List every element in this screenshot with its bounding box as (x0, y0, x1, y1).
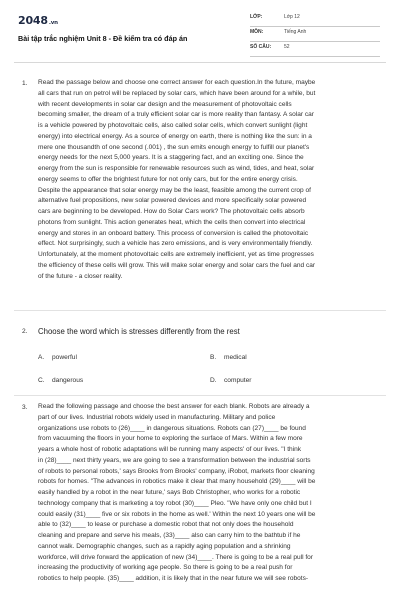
question-number: 3. (22, 404, 28, 411)
question-number: 1. (22, 80, 28, 87)
passage-line: cannot walk. Demographic changes, such as a rapidly aging population and a shrinking (38, 542, 291, 550)
question-3-passage (38, 402, 384, 585)
option-c[interactable] (38, 377, 83, 384)
question-divider (14, 395, 386, 396)
passage-line: robots for homes. "The advances in robotics make it clear that many household (29)____ will be (38, 478, 316, 486)
option-b[interactable] (210, 354, 247, 361)
passage-line: becoming smaller, the dream of a truly efficient solar car is more reality than fantasy. A solar car (38, 111, 314, 119)
option-a[interactable] (38, 354, 77, 361)
site-logo[interactable] (18, 14, 58, 27)
passage-line: of robots to personal robots,' says Brooks from Brooks' company, iRobot, markets floor cleaning (38, 467, 315, 475)
passage-line: cars are beginning to be developed. How do Solar Cars work? The photovoltaic cells absorb (38, 208, 305, 215)
meta-count-value: 52 (284, 44, 290, 50)
document-meta (250, 12, 380, 57)
passage-line: increasing the productivity of working age people. So there is going to be a real push for (38, 564, 293, 572)
passage-line: mere one thousandth of one second (.001) , the sun emits enough energy to fulfill our planet's (38, 143, 310, 151)
passage-line: robotics to help people. (35)____ addition, it is likely that in the near future we will see robots- (38, 575, 309, 582)
passage-line: energy) into electrical energy. As a source of energy on earth, there is nothing like the sun: in a (38, 132, 312, 140)
passage-line: with recent developments in solar car design and the measurement of photovoltaic cells (38, 100, 292, 108)
meta-class-label: LỚP: (250, 14, 263, 20)
option-text: powerful (52, 354, 77, 361)
meta-subject-label: MÔN: (250, 29, 264, 35)
question-2-prompt: Choose the word which is stresses differently from the rest (38, 327, 240, 336)
option-d[interactable] (210, 377, 252, 384)
passage-line: the efficiency of these cells will grow. This will make solar energy and solar cars the fuel and car (38, 261, 316, 269)
logo-suffix: .vn (48, 20, 58, 26)
passage-line: could easily (31)____ five or six robots in the home as well.' Within the next 10 years one will be (38, 510, 316, 518)
passage-line: technology company that is marketing a toy robot (30)____ Pleo. "We have only one child but I (38, 499, 312, 507)
passage-line: of the future - a closer reality. (38, 272, 123, 280)
meta-subject (250, 27, 380, 42)
option-text: dangerous (52, 377, 84, 384)
option-letter: B. (210, 354, 217, 361)
passage-line: energy needs for the next 5,000 years. It is a staggering fact, and an exciting one. Since the (38, 154, 304, 162)
meta-question-count (250, 42, 380, 57)
passage-line: all cars that run on petrol will be replaced by solar cars, which have been around for a while, but (38, 89, 316, 97)
option-letter: C. (38, 377, 45, 384)
meta-class-value: Lớp 12 (284, 14, 300, 20)
passage-line: energy from the sun is responsible for renewable resources such as wind, tides, and heat, solar (38, 165, 315, 172)
header-divider (14, 62, 386, 63)
document-title: Bài tập trắc nghiệm Unit 8 - Đề kiểm tra có đáp án (18, 34, 188, 43)
meta-count-label: SỐ CÂU: (250, 44, 272, 50)
option-text: medical (224, 354, 247, 361)
question-divider (14, 310, 386, 311)
passage-line: energy and stores in an onboard battery. This process of conversion is called the photovoltaic (38, 229, 309, 237)
passage-line: part of our lives. Industrial robots widely used in manufacturing. Military and police (38, 413, 276, 421)
passage-line: Despite the appearance that solar energy may be the least, feasible among the current crop of (38, 186, 311, 194)
passage-line: from vacuuming the floors in your home to exploring the surface of Mars. Within a few more (38, 435, 303, 443)
question-1-passage (38, 78, 384, 282)
passage-line: is a vehicle powered by photovoltaic cells, also called solar cells, which convert sunlight (light (38, 122, 308, 129)
meta-class (250, 12, 380, 27)
passage-line: Unfortunately, at the moment photovoltaic cells are extremely inefficient, yet as time progresses (38, 251, 314, 258)
passage-line: able to (32)____ to lease or purchase a domestic robot that not only does the household (38, 521, 294, 529)
option-letter: D. (210, 377, 217, 384)
passage-line: photons from sunlight. This action generates heat, which the cells then convert into electrical (38, 218, 306, 226)
passage-line: in (28)____ next thirty years, we are going to see a transformation between the industrial sorts (38, 456, 311, 464)
passage-line: cleaning and prepare and serve his meals, (33)____ also can carry him to the bathtub if he (38, 532, 301, 539)
passage-line: energy seems to offer the brightest future for not only cars, but for the entire energy crisis. (38, 175, 298, 183)
passage-line: Read the passage below and choose one correct answer for each question.In the future, maybe (38, 79, 316, 86)
passage-line: Read the following passage and choose the best answer for each blank. Robots are already a (38, 403, 310, 410)
passage-line: alternative fuel propositions, new solar powered devices and more specifically solar powered (38, 197, 307, 205)
passage-line: effect. Not surprisingly, such a vehicle has zero emissions, and is very environmentally friendly. (38, 240, 313, 248)
logo-text: 2048 (18, 14, 48, 27)
passage-line: organizations use robots to (26)____ in dangerous situations. Robots can (27)____ be found (38, 424, 306, 432)
option-letter: A. (38, 354, 45, 361)
option-text: computer (224, 377, 252, 384)
meta-subject-value: Tiếng Anh (284, 29, 307, 35)
page-header (0, 0, 400, 62)
question-number: 2. (22, 328, 28, 335)
passage-line: years a whole host of robotic adaptations will be running many aspects' of our lives. "I think (38, 446, 302, 453)
passage-line: easily handled by a robot in the near future,' says Bob Christopher, who works for a robotic (38, 489, 301, 496)
passage-line: workforce, will drive forward the application of new (34)____. There is going to be a real pull for (38, 553, 313, 561)
